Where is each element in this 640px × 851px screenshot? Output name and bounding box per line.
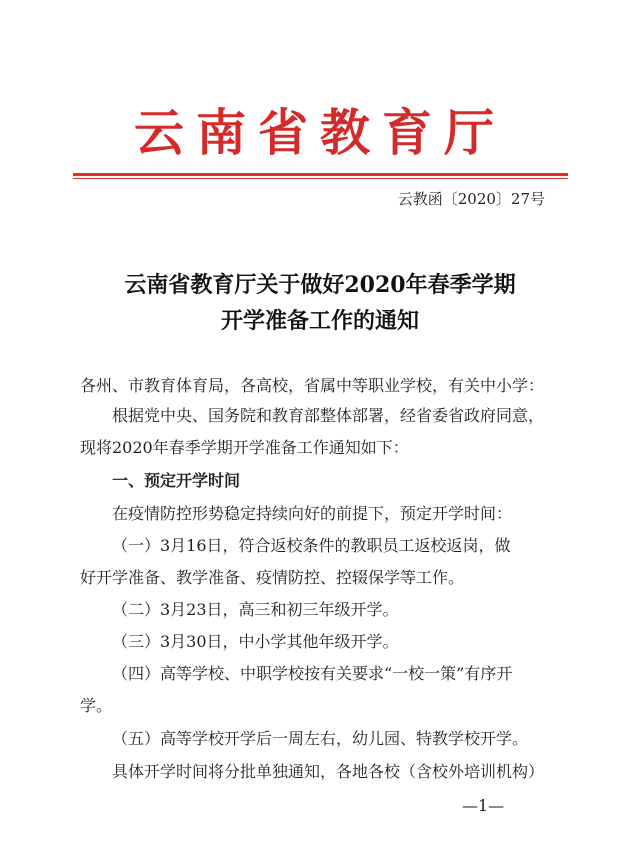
item-5: （五）高等学校开学后一周左右，幼儿园、特教学校开学。: [112, 729, 529, 748]
item-2: （二）3月23日，高三和初三年级开学。: [112, 600, 399, 619]
salutation: 各州、市教育体育局，各高校，省属中等职业学校，有关中小学：: [80, 376, 545, 395]
item-1-line-2: 好开学准备、教学准备、疫情防控、控辍保学等工作。: [80, 568, 465, 587]
item-4-line-2: 学。: [80, 696, 113, 715]
section-1-heading: 一、预定开学时间: [112, 471, 241, 490]
document-title-line-2: 开学准备工作的通知: [220, 308, 419, 334]
closing-line-1: 具体开学时间将分批单独通知，各地各校（含校外培训机构）: [112, 762, 545, 781]
document-number: 云教函〔2020〕27号: [397, 190, 545, 208]
item-4-line-1: （四）高等学校、中职学校按有关要求“一校一策”有序开: [112, 664, 513, 683]
section-1-intro: 在疫情防控形势稳定持续向好的前提下，预定开学时间：: [112, 504, 513, 523]
item-3: （三）3月30日，中小学其他年级开学。: [112, 632, 399, 651]
item-1-line-1: （一）3月16日，符合返校条件的教职员工返校返岗，做: [112, 536, 511, 555]
red-divider-rule-thin: [73, 178, 568, 179]
document-title-line-1: 云南省教育厅关于做好2020年春季学期: [124, 272, 516, 298]
intro-line-1: 根据党中央、国务院和教育部整体部署，经省委省政府同意，: [112, 406, 545, 425]
letterhead-organization: 云南省教育厅: [134, 103, 506, 162]
intro-line-2: 现将2020年春季学期开学准备工作通知如下：: [80, 438, 409, 457]
red-divider-rule: [73, 173, 568, 176]
page-number: —1—: [462, 796, 505, 815]
